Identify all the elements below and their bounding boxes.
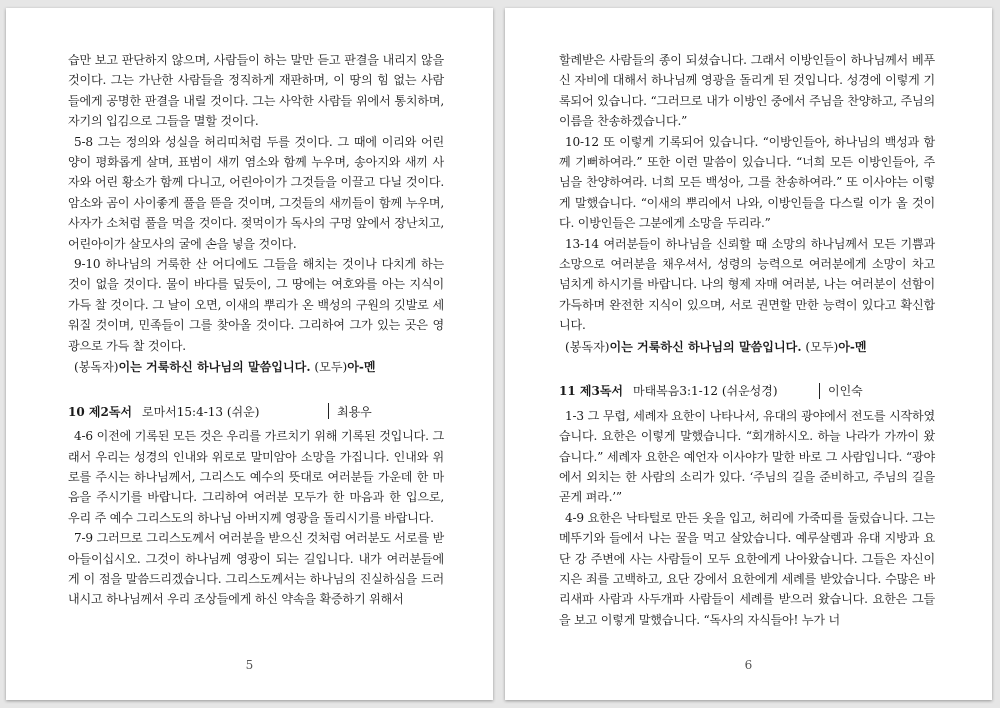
paragraph: 습만 보고 판단하지 않으며, 사람들이 하는 말만 듣고 판결을 내리지 않을 것이다. 그는 가난한 사람들을 정직하게 재판하며, 이 땅의 힘 없는 사람들에게 공명한 판결을 내릴 것이다. 그는 사악한 사람들 위에서 통치하며, 자기의 입김으로 그들을 멸할 것이다. <box>68 53 444 129</box>
reading-header <box>559 380 935 402</box>
page-number: 6 <box>744 658 753 672</box>
response-statement: 이는 거룩하신 하나님의 말씀입니다. <box>609 339 802 354</box>
response-amen: 아-멘 <box>347 360 376 375</box>
paragraph: 4-9 요한은 낙타털로 만든 옷을 입고, 허리에 가죽띠를 둘렀습니다. 그는 메뚜기와 들에서 나는 꿀을 먹고 살았습니다. 예루살렘과 유대 지방과 요단 강 주변에 사는 사람들이 모두 요한에게 나아왔습니다. 그들은 자신이 지은 죄를 고백하고, 요단 강에서 요한에게 세례를 받았습니다. 수많은 바리새파 사람과 사두개파 사람들이 세례를 받으러 왔습니다. 요한은 그들을 보고 이렇게 말했습니다. “독사의 자식들아! 누가 너 <box>559 510 935 627</box>
congregational-response <box>68 356 444 378</box>
paragraph: 9-10 하나님의 거룩한 산 어디에도 그들을 해치는 것이나 다치게 하는 것이 없을 것이다. 물이 바다를 덮듯이, 그 땅에는 여호와를 아는 지식이 가득 찰 것이다. 그 날이 오면, 이새의 뿌리가 온 백성의 구원의 깃발로 세워질 것이며, 민족들이 그를 찾아올 것이다. 그리하여 그가 있는 곳은 영광으로 가득 찰 것이다. <box>68 257 444 353</box>
reading-number: 10 제2독서 <box>68 404 133 419</box>
divider <box>819 383 820 399</box>
left-page <box>6 8 493 700</box>
response-amen: 아-멘 <box>838 339 867 354</box>
response-all: (모두) <box>801 339 839 354</box>
response-leader: (봉독자) <box>565 339 610 354</box>
reader-name: 이인숙 <box>828 384 863 399</box>
paragraph: 할례받은 사람들의 종이 되셨습니다. 그래서 이방인들이 하나님께서 베푸신 자비에 대해서 하나님께 영광을 돌리게 된 것입니다. 성경에 이렇게 기록되어 있습니다. “그러므로 내가 이방인 중에서 주님을 찬양하고, 주님의 이름을 찬송하겠습니다.” <box>559 53 935 129</box>
paragraph: 4-6 이전에 기록된 모든 것은 우리를 가르치기 위해 기록된 것입니다. 그래서 우리는 성경의 인내와 위로로 말미암아 소망을 가집니다. 인내와 위로를 주시는 하나님께서, 그리스도 예수의 뜻대로 여러분들 가운데 한 마음을 주시기를 바랍니다. 그리하여 여러분 모두가 한 마음과 한 입으로, 우리 주 예수 그리스도의 하나님 아버지께 영광을 돌리시기를 바랍니다. <box>68 429 444 525</box>
paragraph: 13-14 여러분들이 하나님을 신뢰할 때 소망의 하나님께서 모든 기쁨과 소망으로 여러분을 채우셔서, 성령의 능력으로 여러분에게 소망이 차고 넘치게 하시기를 바랍니다. 나의 형제 자매 여러분, 나는 여러분이 선함이 가득하며 완전한 지식이 있으며, 서로 권면할 만한 능력이 있다고 확신합니다. <box>559 236 935 333</box>
divider <box>328 403 329 419</box>
scripture-reference: 로마서15:4-13 (쉬운) <box>142 404 260 419</box>
scripture-reference: 마태복음3:1-12 (쉬운성경) <box>633 384 778 399</box>
right-page-content <box>559 50 935 630</box>
left-page-content <box>68 50 444 610</box>
paragraph: 7-9 그러므로 그리스도께서 여러분을 받으신 것처럼 여러분도 서로를 받아들이십시오. 그것이 하나님께 영광이 되는 길입니다. 내가 여러분들에게 이 점을 말씀드리겠습니다. 그리스도께서는 하나님의 진실하심을 드러내시고 하나님께서 우리 조상들에게 하신 약속을 확증하기 위해서 <box>68 531 444 607</box>
congregational-response <box>559 336 935 358</box>
response-all: (모두) <box>310 360 348 375</box>
right-page <box>505 8 992 700</box>
reader-name: 최용우 <box>337 404 372 419</box>
paragraph: 5-8 그는 정의와 성실을 허리띠처럼 두를 것이다. 그 때에 이리와 어린 양이 평화롭게 살며, 표범이 새끼 염소와 함께 누우며, 송아지와 새끼 사자와 어린 황소가 함께 다니고, 어린아이가 그것들을 이끌고 다닐 것이다. 암소와 곰이 사이좋게 풀을 뜯을 것이며, 그것들의 새끼들이 함께 누우며, 사자가 소처럼 풀을 먹을 것이다. 젖먹이가 독사의 구멍 앞에서 장난치고, 어린아이가 살모사의 굴에 손을 넣을 것이다. <box>68 134 444 251</box>
paragraph: 1-3 그 무렵, 세례자 요한이 나타나서, 유대의 광야에서 전도를 시작하였습니다. 요한은 이렇게 말했습니다. “회개하시오. 하늘 나라가 가까이 왔습니다.” 세례자 요한은 예언자 이사야가 말한 바로 그 사람입니다. “광야에서 외치는 한 사람의 소리가 있다. ‘주님의 길을 준비하고, 주님의 길을 곧게 펴라.’” <box>559 408 935 505</box>
paragraph: 10-12 또 이렇게 기록되어 있습니다. “이방인들아, 하나님의 백성과 함께 기뻐하여라.” 또한 이런 말씀이 있습니다. “너희 모든 이방인들아, 주님을 찬양하여라. 너희 모든 백성아, 그를 찬송하여라.” 또 이사야는 이렇게 말했습니다. “이새의 뿌리에서 나와, 이방인들을 다스릴 이가 올 것이다. 이방인들은 그분에게 소망을 두리라.” <box>559 134 935 231</box>
response-statement: 이는 거룩하신 하나님의 말씀입니다. <box>118 360 311 375</box>
reading-header <box>68 400 444 422</box>
response-leader: (봉독자) <box>74 360 119 375</box>
page-number: 5 <box>245 658 254 672</box>
reading-number: 11 제3독서 <box>559 384 624 399</box>
